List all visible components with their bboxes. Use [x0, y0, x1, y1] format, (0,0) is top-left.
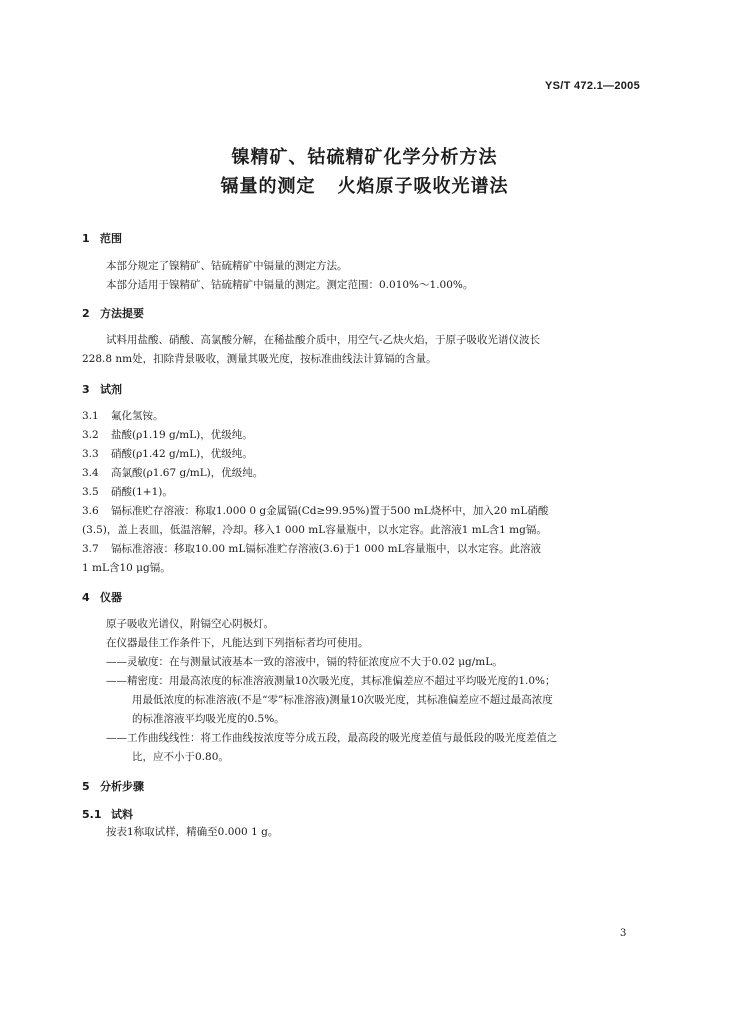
document-title-line1: 镍精矿、钴硫精矿化学分析方法: [231, 147, 498, 168]
paragraph: 试料用盐酸、硝酸、高氯酸分解，在稀盐酸介质中，用空气-乙炔火焰，于原子吸收光谱仪波长: [106, 334, 541, 346]
paragraph: 228.8 nm处，扣除背景吸收，测量其吸光度，按标准曲线法计算镉的含量。: [82, 353, 437, 365]
item-text: 镉标准贮存溶液：称取1.000 0 g金属镉(Cd≥99.95%)置于500 mL烧杯中，加入20 mL硝酸: [111, 505, 549, 517]
section-title: 方法提要: [100, 307, 144, 320]
reagent-item: [82, 428, 253, 442]
item-text: 硝酸(1+1)。: [111, 486, 173, 498]
subsection-title: 试料: [111, 808, 133, 821]
section-1-heading: [82, 230, 122, 246]
requirement-linearity: ——工作曲线线性：将工作曲线按浓度等分成五段，最高段的吸光度差值与最低段的吸光度差值之: [106, 732, 558, 744]
section-number: 4: [82, 591, 90, 604]
section-number: 2: [82, 307, 90, 320]
paragraph: 原子吸收光谱仪，附镉空心阴极灯。: [106, 618, 274, 630]
section-title: 试剂: [100, 383, 122, 396]
section-5-heading: [82, 778, 144, 794]
item-text: 硝酸(ρ1.42 g/mL)，优级纯。: [111, 448, 253, 460]
item-number: 3.3: [82, 448, 99, 460]
item-text: 氟化氢铵。: [111, 410, 164, 422]
standard-code: YS/T 472.1—2005: [544, 80, 640, 92]
section-title: 分析步骤: [100, 780, 144, 793]
subsection-5-1-heading: [82, 806, 133, 822]
item-text: 盐酸(ρ1.19 g/mL)，优级纯。: [111, 429, 253, 441]
subsection-number: 5.1: [82, 808, 102, 821]
title-part-a: 镉量的测定: [220, 176, 316, 197]
requirement-precision-cont: 的标准溶液平均吸光度的0.5%。: [132, 713, 285, 725]
requirement-sensitivity: ——灵敏度：在与测量试液基本一致的溶液中，镉的特征浓度应不大于0.02 μg/mL。: [106, 656, 503, 668]
item-number: 3.7: [82, 543, 99, 555]
section-3-heading: [82, 381, 122, 397]
reagent-item: [82, 466, 263, 480]
item-text: 高氯酸(ρ1.67 g/mL)，优级纯。: [111, 467, 264, 479]
item-number: 3.6: [82, 505, 99, 517]
section-number: 3: [82, 383, 90, 396]
reagent-item: [82, 447, 253, 461]
paragraph: 本部分规定了镍精矿、钴硫精矿中镉量的测定方法。: [106, 260, 348, 272]
reagent-item-continuation: (3.5)，盖上表皿，低温溶解，冷却。移入1 000 mL容量瓶中，以水定容。此溶液1 mL含1 mg镉。: [82, 524, 547, 536]
item-number: 3.4: [82, 467, 99, 479]
item-number: 3.5: [82, 486, 99, 498]
paragraph: 按表1称取试样，精确至0.000 1 g。: [106, 826, 279, 838]
reagent-item: [82, 409, 164, 423]
reagent-item-continuation: 1 mL含10 μg镉。: [82, 562, 171, 574]
page-number: 3: [620, 928, 627, 939]
section-2-heading: [82, 305, 144, 321]
item-text: 镉标准溶液：移取10.00 mL镉标准贮存溶液(3.6)于1 000 mL容量瓶中，以水定容。此溶液: [111, 543, 542, 555]
section-title: 范围: [100, 232, 122, 245]
section-number: 5: [82, 780, 90, 793]
requirement-linearity-cont: 比，应不小于0.80。: [132, 751, 229, 763]
reagent-item: [82, 542, 541, 556]
title-part-b: 火焰原子吸收光谱法: [337, 176, 509, 197]
reagent-item: [82, 504, 548, 518]
reagent-item: [82, 485, 173, 499]
section-number: 1: [82, 232, 90, 245]
requirement-precision: ——精密度：用最高浓度的标准溶液测量10次吸光度，其标准偏差应不超过平均吸光度的1.0%；: [106, 675, 556, 687]
section-4-heading: [82, 589, 122, 605]
item-number: 3.1: [82, 410, 99, 422]
paragraph: 在仪器最佳工作条件下，凡能达到下列指标者均可使用。: [106, 637, 369, 649]
document-title-line2: [0, 172, 729, 198]
requirement-precision-cont: 用最低浓度的标准溶液(不是“零”标准溶液)测量10次吸光度，其标准偏差应不超过最高浓度: [132, 694, 553, 706]
section-title: 仪器: [100, 591, 122, 604]
item-number: 3.2: [82, 429, 99, 441]
paragraph: 本部分适用于镍精矿、钴硫精矿中镉量的测定。测定范围：0.010%～1.00%。: [106, 279, 474, 291]
